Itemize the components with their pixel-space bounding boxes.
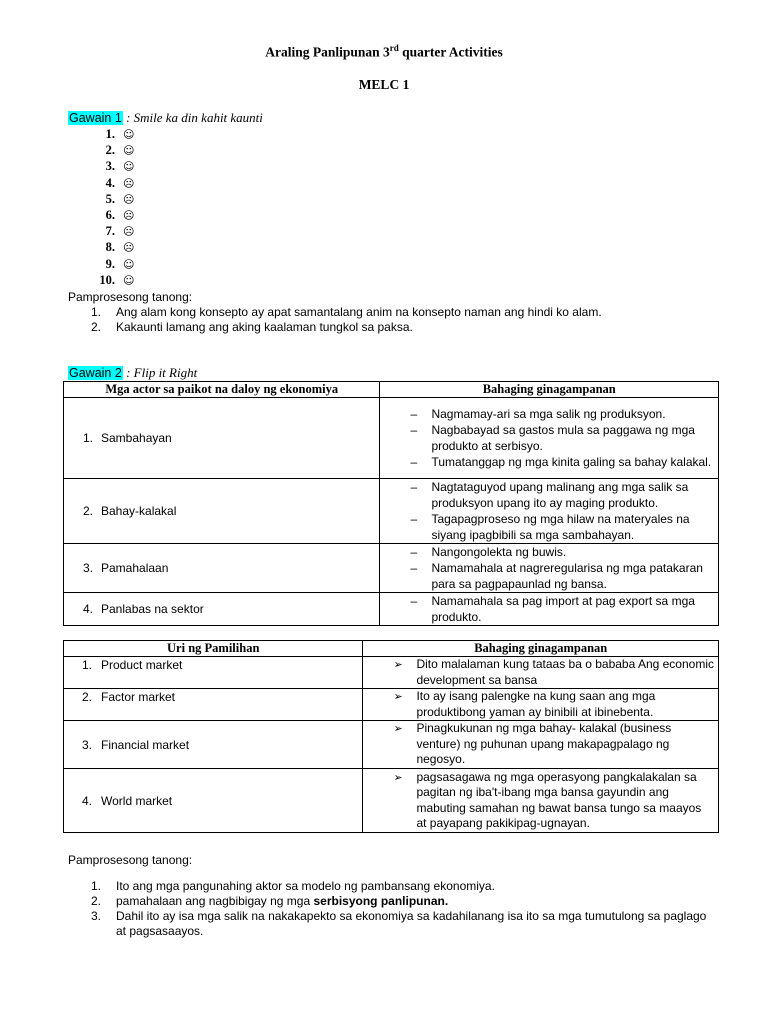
gawain2-answer: 1. Ito ang mga pangunahing aktor sa modelo ng pambansang ekonomiya. [91, 879, 495, 893]
list-item: – Nagbabayad sa gastos mula sa paggawa ng mga produkto at serbisyo. [410, 423, 695, 453]
actor-cell: 3. Pamahalaan [64, 544, 380, 593]
gawain1-answer: 1. Ang alam kong konsepto ay apat samantalang anim na konsepto naman ang hindi ko alam. [91, 305, 602, 319]
market-cell: 4. World market [64, 769, 363, 833]
table-header-row [64, 641, 719, 657]
role-cell [363, 721, 719, 769]
rating-item: 2. ☺ [105, 143, 135, 158]
gawain2-heading: Gawain 2 : Flip it Right [69, 365, 198, 380]
rating-item: 7. ☹ [105, 224, 135, 239]
table-header: Bahaging ginagampanan [363, 641, 719, 657]
arrow-bullet-icon: ➢ [393, 770, 403, 784]
rating-item: 10. ☺ [99, 272, 135, 287]
gawain1-questions-heading: Pamprosesong tanong: [68, 290, 193, 304]
arrow-bullet-icon: ➢ [393, 658, 403, 671]
roles-cell [380, 479, 719, 544]
table-row [64, 721, 719, 769]
arrow-bullet-icon: ➢ [393, 690, 403, 703]
list-item: ➢ pagsasagawa ng mga operasyong pangkalakalan sa pagitan ng iba't-ibang mga bansa gayundin ang mabuting samahan ng bawat bansa tungo sa maayos at payapang pakikipag-ugnayan. [393, 769, 702, 830]
frown-icon: ☹ [123, 176, 135, 190]
market-cell: 3. Financial market [64, 721, 363, 769]
smile-icon: ☺ [123, 144, 135, 158]
table-row [64, 769, 719, 833]
list-item: – Nangongolekta ng buwis. [410, 545, 567, 559]
table-header: Uri ng Pamilihan [64, 641, 363, 657]
list-item: – Tagapagproseso ng mga hilaw na materyales na siyang ipagbibili sa mga sambahayan. [410, 512, 690, 542]
actors-table [63, 381, 719, 626]
table-header-row [64, 382, 719, 398]
smile-icon: ☺ [123, 160, 135, 174]
list-item: – Namamahala at nagreregularisa ng mga patakaran para sa pagpapaunlad ng bansa. [410, 561, 703, 591]
roles-cell [380, 593, 719, 626]
rating-item: 5. ☹ [105, 191, 135, 206]
list-item: – Nagtataguyod upang malinang ang mga salik sa produksyon upang ito ay maging produkto. [410, 480, 689, 510]
frown-icon: ☹ [123, 225, 135, 239]
table-header: Mga actor sa paikot na daloy ng ekonomiya [64, 382, 380, 398]
gawain1-answer: 2. Kakaunti lamang ang aking kaalaman tungkol sa paksa. [91, 320, 413, 334]
frown-icon: ☹ [123, 192, 135, 206]
table-row [64, 479, 719, 544]
gawain2-answer: 3. Dahil ito ay isa mga salik na nakakapekto sa ekonomiya sa kadahilanang isa ito sa mga tumutulong sa paglago at pagsasaayos. [91, 909, 707, 938]
arrow-bullet-icon: ➢ [393, 722, 403, 736]
list-item: ➢ Ito ay isang palengke na kung saan ang mga produktibong yaman ay binibili at ibinebenta. [393, 689, 656, 719]
rating-item: 4. ☹ [105, 175, 135, 190]
smile-icon: ☺ [123, 273, 135, 287]
list-item: ➢ Dito malalaman kung tataas ba o bababa Ang economic development sa bansa [393, 657, 714, 687]
roles-cell [380, 544, 719, 593]
list-item: – Namamahala sa pag import at pag export sa mga produkto. [410, 594, 695, 624]
gawain1-subtitle: Smile ka din kahit kaunti [133, 110, 263, 125]
table-row [64, 544, 719, 593]
gawain1-label: Gawain 1 [69, 111, 122, 125]
table-header: Bahaging ginagampanan [380, 382, 719, 398]
market-cell: 1. Product market [64, 657, 363, 689]
role-cell [363, 689, 719, 721]
table-row [64, 398, 719, 479]
gawain1-heading: Gawain 1 : Smile ka din kahit kaunti [69, 110, 263, 125]
rating-item: 6. ☹ [105, 208, 135, 222]
gawain2-answer: 2. pamahalaan ang nagbibigay ng mga serbisyong panlipunan. [91, 894, 449, 908]
market-cell: 2. Factor market [64, 689, 363, 721]
actor-cell: 2. Bahay-kalakal [64, 479, 380, 544]
frown-icon: ☹ [123, 241, 135, 255]
gawain2-questions-heading: Pamprosesong tanong: [68, 853, 193, 867]
rating-item: 3. ☺ [105, 159, 135, 174]
list-item: – Nagmamay-ari sa mga salik ng produksyon. [410, 407, 666, 421]
rating-item: 9. ☺ [105, 256, 135, 271]
markets-table [63, 640, 719, 833]
smile-icon: ☺ [123, 128, 135, 141]
frown-icon: ☹ [123, 209, 135, 222]
rating-item: 8. ☹ [105, 240, 135, 255]
gawain2-subtitle: Flip it Right [133, 365, 198, 380]
table-row [64, 657, 719, 689]
gawain2-label: Gawain 2 [69, 366, 122, 380]
table-row [64, 593, 719, 626]
list-item: – Tumatanggap ng mga kinita galing sa bahay kalakal. [410, 455, 712, 469]
smile-icon: ☺ [123, 257, 135, 271]
actor-cell: 4. Panlabas na sektor [64, 593, 380, 626]
actor-cell: 1. Sambahayan [64, 398, 380, 479]
melc-heading: MELC 1 [358, 77, 410, 92]
table-row [64, 689, 719, 721]
list-item: ➢ Pinagkukunan ng mga bahay- kalakal (business venture) ng puhunan upang makapagpalago ng negosyo. [393, 721, 672, 767]
roles-cell [380, 398, 719, 479]
role-cell [363, 657, 719, 689]
rating-item: 1. ☺ [105, 127, 135, 141]
page-title: Araling Panlipunan 3rd quarter Activities [265, 43, 503, 60]
role-cell [363, 769, 719, 833]
